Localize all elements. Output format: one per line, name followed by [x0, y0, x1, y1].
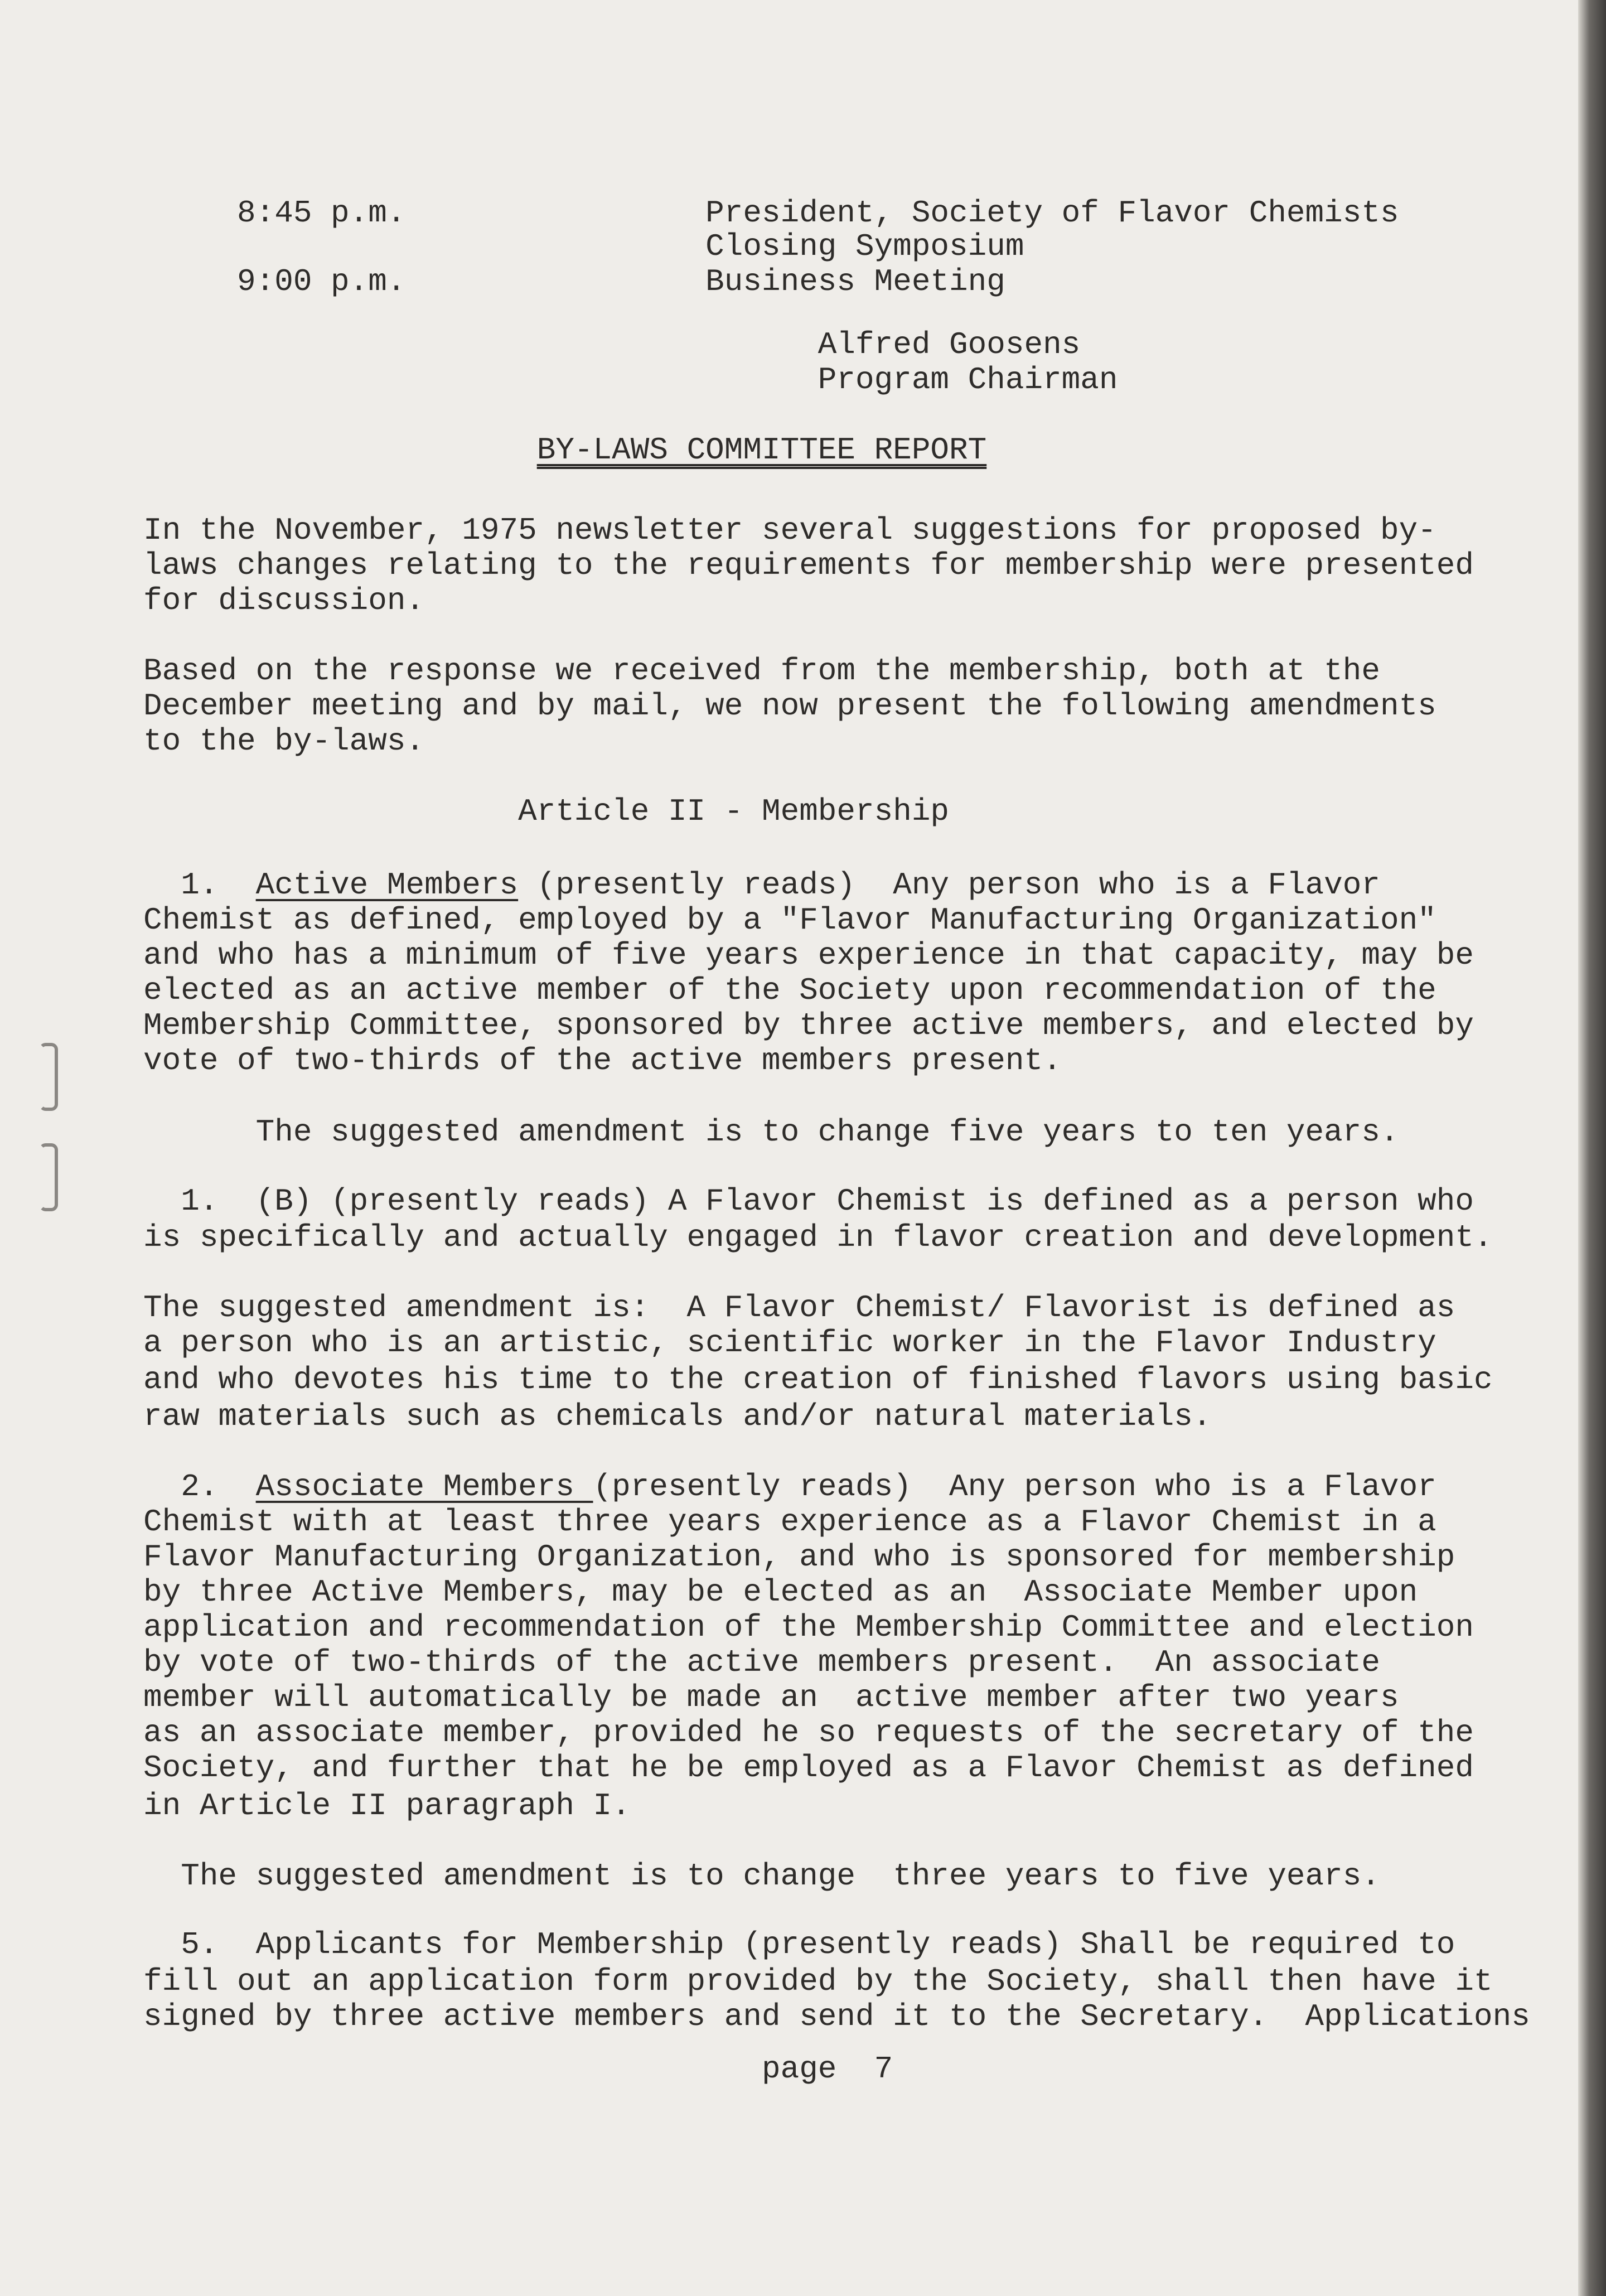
- text-segment: for discussion.: [143, 583, 425, 619]
- text-line: [143, 1646, 1380, 1679]
- text-segment: Chemist as defined, employed by a "Flavor Manufacturing Organization": [143, 902, 1436, 938]
- text-segment: elected as an active member of the Society upon recommendation of the: [143, 972, 1436, 1008]
- text-line: [143, 1540, 1455, 1574]
- underlined-text: Associate Members: [255, 1468, 593, 1505]
- text-line: [143, 1928, 1455, 1961]
- text-segment: Based on the response we received from the membership, both at the: [143, 653, 1380, 689]
- text-line: [143, 795, 949, 828]
- text-line: [143, 363, 1118, 397]
- text-segment: Flavor Manufacturing Organization, and who is sponsored for membership: [143, 1539, 1455, 1575]
- text-segment: Chemist with at least three years experience as a Flavor Chemist in a: [143, 1504, 1436, 1540]
- page-edge-binding: [1578, 0, 1606, 2296]
- text-line: [143, 1575, 1418, 1609]
- text-line: [143, 328, 1080, 361]
- text-line: [143, 1185, 1474, 1218]
- text-line: [143, 196, 1399, 230]
- text-segment: and who devotes his time to the creation of finished flavors using basic: [143, 1361, 1493, 1398]
- text-segment: Program Chairman: [143, 362, 1118, 398]
- text-line: [143, 549, 1474, 582]
- text-segment: a person who is an artistic, scientific worker in the Flavor Industry: [143, 1325, 1436, 1361]
- text-line: [143, 724, 424, 758]
- text-line: [143, 903, 1436, 937]
- text-segment: (presently reads) Any person who is a Flavor: [593, 1468, 1436, 1505]
- text-segment: is specifically and actually engaged in flavor creation and development.: [143, 1220, 1493, 1256]
- text-line: [143, 514, 1436, 547]
- text-segment: in Article II paragraph I.: [143, 1787, 631, 1824]
- text-segment: The suggested amendment is: A Flavor Chemist/ Flavorist is defined as: [143, 1290, 1455, 1326]
- text-segment: Membership Committee, sponsored by three active members, and elected by: [143, 1007, 1474, 1043]
- text-segment: 8:45 p.m. President, Society of Flavor Chemists: [143, 195, 1399, 231]
- text-segment: 1.: [143, 867, 256, 903]
- text-line: [143, 939, 1474, 972]
- text-line: [143, 2000, 1530, 2033]
- text-line: [143, 1044, 1062, 1077]
- text-segment: 9:00 p.m. Business Meeting: [143, 264, 1005, 300]
- binding-clip-icon: [39, 1043, 58, 1111]
- text-line: [143, 1470, 1436, 1504]
- binding-clip-icon: [39, 1143, 58, 1211]
- text-segment: member will automatically be made an active member after two years: [143, 1679, 1399, 1715]
- text-line: [143, 1400, 1212, 1433]
- text-segment: The suggested amendment is to change five years to ten years.: [143, 1114, 1399, 1151]
- text-line: [143, 1789, 631, 1823]
- text-line: [143, 654, 1380, 688]
- text-segment: as an associate member, provided he so requests of the secretary of the: [143, 1714, 1474, 1751]
- text-line: [143, 1363, 1493, 1396]
- text-segment: Closing Symposium: [143, 229, 1024, 265]
- text-segment: [143, 432, 537, 468]
- text-line: [143, 1291, 1455, 1325]
- text-segment: 1. (B) (presently reads) A Flavor Chemist is defined as a person who: [143, 1183, 1474, 1219]
- text-line: [143, 974, 1436, 1007]
- text-segment: In the November, 1975 newsletter several suggestions for proposed by-: [143, 513, 1436, 549]
- text-line: [143, 868, 1380, 902]
- page-number: [143, 2052, 893, 2086]
- text-line: [143, 584, 424, 617]
- text-line: [143, 1505, 1436, 1539]
- underlined-text: Active Members: [255, 867, 519, 903]
- text-segment: Article II - Membership: [143, 794, 950, 830]
- text-line: [143, 1221, 1493, 1254]
- text-line: [143, 265, 1005, 298]
- text-line: [143, 1751, 1474, 1785]
- text-segment: Society, and further that he be employed as a Flavor Chemist as defined: [143, 1749, 1474, 1786]
- text-segment: application and recommendation of the Membership Committee and election: [143, 1609, 1474, 1645]
- text-segment: and who has a minimum of five years experience in that capacity, may be: [143, 937, 1474, 973]
- section-title: [143, 433, 986, 467]
- text-line: [143, 1859, 1380, 1893]
- text-segment: raw materials such as chemicals and/or natural materials.: [143, 1398, 1212, 1434]
- text-segment: by vote of two-thirds of the active members present. An associate: [143, 1644, 1380, 1680]
- underlined-text: BY-LAWS COMMITTEE REPORT: [536, 432, 987, 468]
- text-line: [143, 1611, 1474, 1644]
- text-line: [143, 230, 1024, 263]
- text-line: [143, 1326, 1436, 1360]
- text-segment: Alfred Goosens: [143, 327, 1081, 362]
- text-segment: signed by three active members and send it to the Secretary. Applications: [143, 1998, 1530, 2034]
- text-line: [143, 689, 1436, 723]
- text-segment: December meeting and by mail, we now present the following amendments: [143, 688, 1436, 724]
- text-line: [143, 1716, 1474, 1749]
- text-segment: page 7: [143, 2051, 893, 2087]
- text-segment: (presently reads) Any person who is a Flavor: [518, 867, 1380, 903]
- text-segment: 2.: [143, 1468, 256, 1505]
- text-line: [143, 1115, 1399, 1149]
- text-line: [143, 1681, 1399, 1714]
- text-segment: fill out an application form provided by the Society, shall then have it: [143, 1963, 1493, 1999]
- text-line: [143, 1009, 1474, 1042]
- text-segment: vote of two-thirds of the active members present.: [143, 1042, 1062, 1079]
- text-segment: laws changes relating to the requirements for membership were presented: [143, 548, 1474, 584]
- text-line: [143, 1965, 1493, 1998]
- text-segment: by three Active Members, may be elected as an Associate Member upon: [143, 1574, 1418, 1610]
- text-segment: The suggested amendment is to change three years to five years.: [143, 1858, 1380, 1894]
- text-segment: to the by-laws.: [143, 723, 425, 760]
- text-segment: 5. Applicants for Membership (presently reads) Shall be required to: [143, 1927, 1455, 1963]
